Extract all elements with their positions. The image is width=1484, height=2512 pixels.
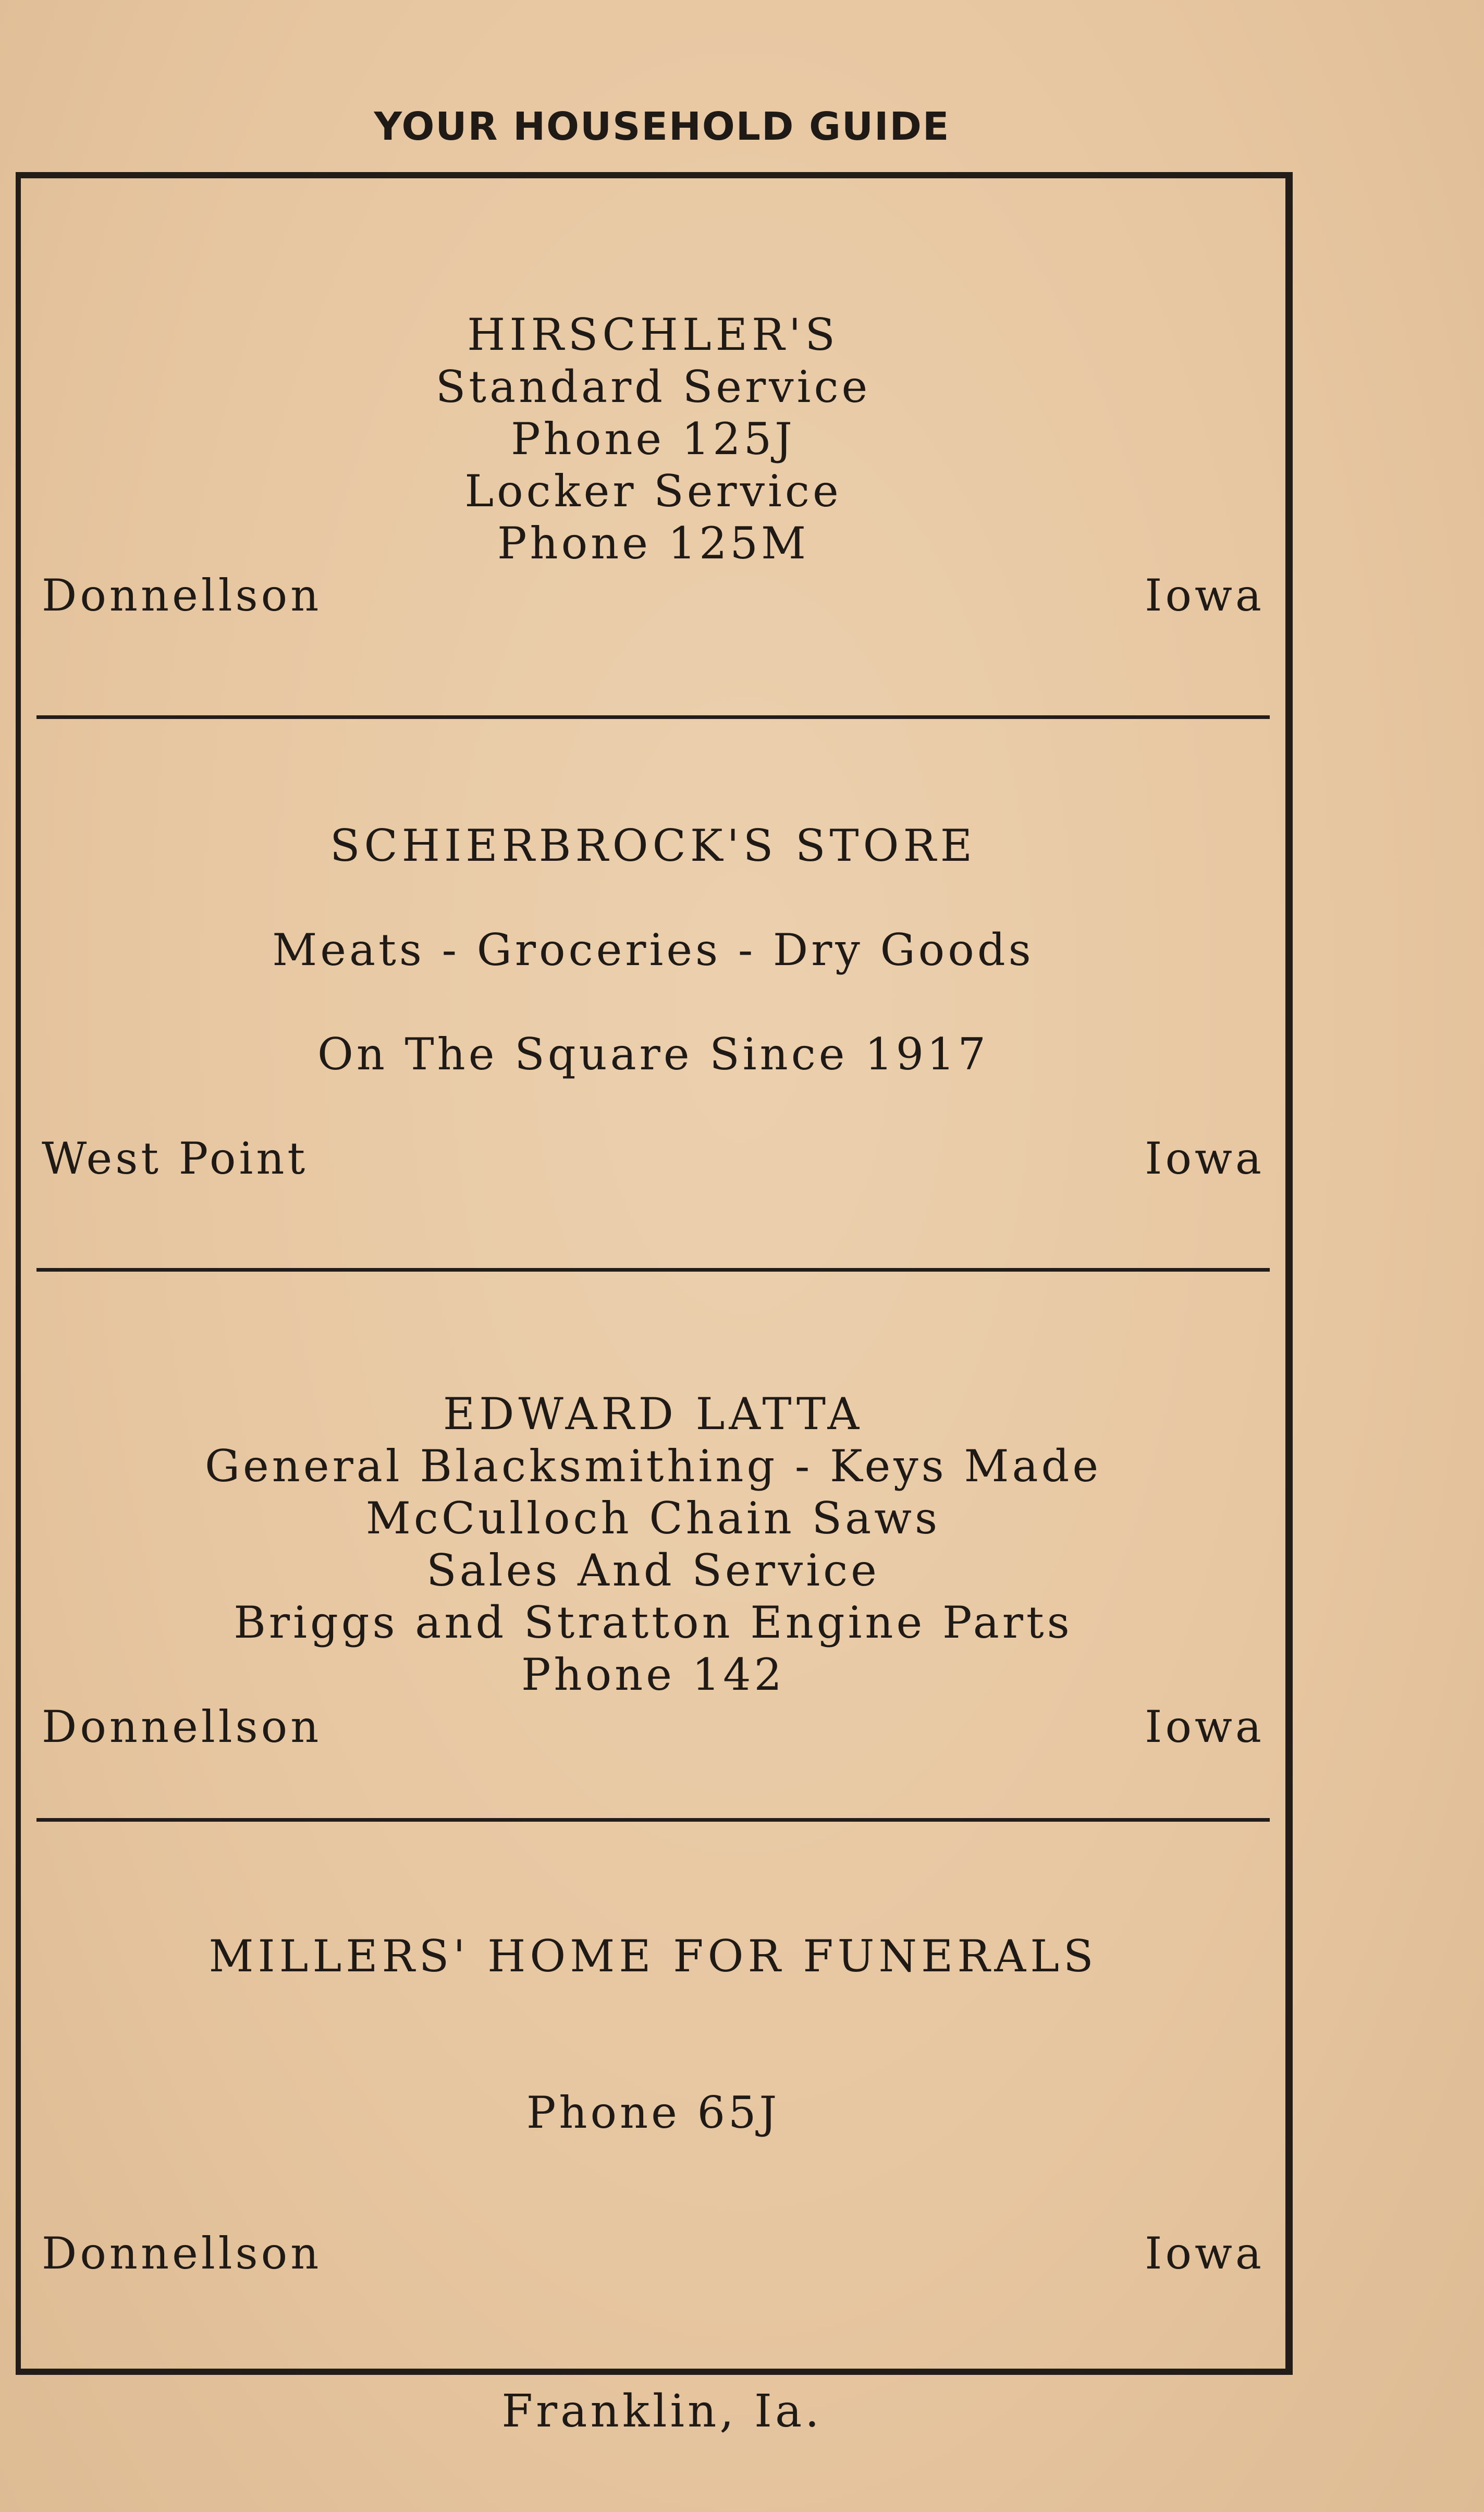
- ad-city: Donnellson: [42, 2228, 322, 2279]
- ad-phone: Phone 65J: [526, 2087, 780, 2138]
- ad-state: Iowa: [1145, 1701, 1265, 1752]
- page-header: YOUR HOUSEHOLD GUIDE: [374, 104, 950, 149]
- footer-caption: Franklin, Ia.: [501, 2385, 823, 2437]
- ad-schierbrocks: [42, 820, 1265, 1080]
- ad-location: [21, 1701, 1285, 1753]
- ad-hirschlers: [42, 309, 1265, 569]
- ad-phone: Phone 125J: [511, 413, 795, 465]
- divider-line: [36, 715, 1270, 719]
- ad-line: Standard Service: [435, 361, 871, 412]
- ad-line: Locker Service: [464, 466, 842, 517]
- ad-state: Iowa: [1145, 1133, 1265, 1184]
- ad-line: Meats - Groceries - Dry Goods: [272, 924, 1034, 975]
- ad-city: Donnellson: [42, 1701, 322, 1752]
- ad-phone: Phone 142: [521, 1649, 786, 1700]
- ad-state: Iowa: [1145, 2228, 1265, 2279]
- ad-title: HIRSCHLER'S: [467, 309, 839, 360]
- ad-phone: Phone 125M: [497, 518, 810, 569]
- ad-location: [21, 1132, 1285, 1185]
- ad-millers-funerals: [42, 1930, 1265, 2139]
- ad-title: SCHIERBROCK'S STORE: [329, 820, 977, 871]
- ad-line: Sales And Service: [426, 1545, 880, 1596]
- ad-state: Iowa: [1145, 570, 1265, 621]
- advertisement-frame: [16, 172, 1293, 2375]
- ad-city: Donnellson: [42, 570, 322, 621]
- ad-line: McCulloch Chain Saws: [365, 1493, 941, 1544]
- ad-line: On The Square Since 1917: [317, 1029, 989, 1080]
- ad-city: West Point: [42, 1133, 309, 1184]
- ad-location: [21, 569, 1285, 621]
- ad-title: MILLERS' HOME FOR FUNERALS: [209, 1931, 1098, 1982]
- ad-edward-latta: [42, 1388, 1265, 1701]
- divider-line: [36, 1268, 1270, 1272]
- ad-title: EDWARD LATTA: [443, 1388, 864, 1440]
- ad-line: General Blacksmithing - Keys Made: [204, 1441, 1102, 1492]
- ad-line: Briggs and Stratton Engine Parts: [234, 1597, 1073, 1648]
- ad-location: [21, 2227, 1285, 2279]
- divider-line: [36, 1818, 1270, 1822]
